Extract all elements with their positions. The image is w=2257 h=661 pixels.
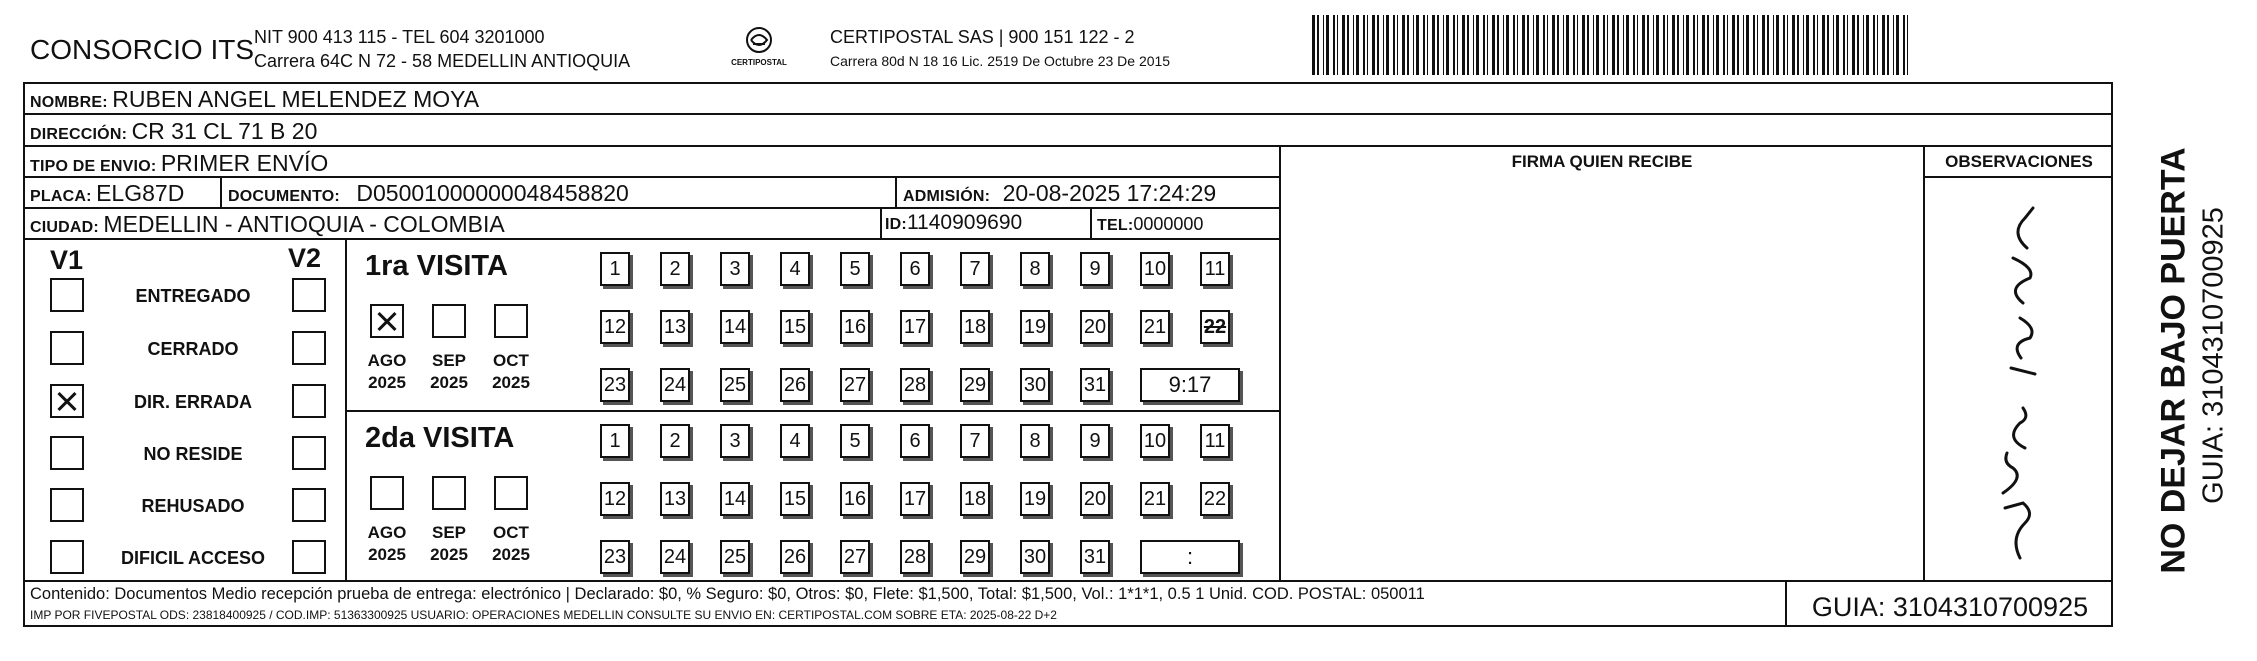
visit-title: 1ra VISITA: [365, 250, 508, 282]
barcode-icon: [1310, 15, 1910, 75]
documento-label: DOCUMENTO:: [228, 188, 340, 205]
v2-label: V2: [288, 243, 322, 273]
day-box[interactable]: 23: [600, 540, 630, 574]
direccion-label: DIRECCIÓN:: [30, 126, 128, 143]
status-label: NO RESIDE: [143, 444, 243, 464]
month-checkbox[interactable]: [494, 304, 528, 338]
day-box[interactable]: 14: [720, 482, 750, 516]
tel-value: 0000000: [1133, 214, 1204, 234]
month-checkbox[interactable]: [494, 476, 528, 510]
day-box[interactable]: 22: [1200, 482, 1230, 516]
tel-label: TEL:: [1097, 217, 1134, 234]
day-box[interactable]: 27: [840, 540, 870, 574]
tipo-value: PRIMER ENVÍO: [160, 150, 329, 176]
footer-guia: GUIA: 3104310700925: [1811, 592, 2089, 622]
tipo-label: TIPO DE ENVIO:: [30, 158, 157, 175]
signature-icon: [1925, 178, 2113, 578]
footer-line1: Contenido: Documentos Medio recepción prueba de entrega: electrónico | Declarado: $0, % Seguro: $0, Otros: $0, Flete: $1,500, Total: $1,500, Vol.: 1*1*1, 0.5 1 Unid. COD. POSTAL: 050011: [30, 585, 1425, 603]
month-checkbox[interactable]: [432, 304, 466, 338]
month-year: 2025: [492, 545, 530, 564]
day-box[interactable]: 31: [1080, 368, 1110, 402]
day-box[interactable]: 16: [840, 310, 870, 344]
day-box[interactable]: 6: [900, 252, 930, 286]
v1-checkbox[interactable]: [50, 488, 84, 522]
footer-line2: IMP POR FIVEPOSTAL ODS: 23818400925 / COD.IMP: 51363300925 USUARIO: OPERACIONES MEDELLIN CONSULTE SU ENVIO EN: CERTIPOSTAL.COM SOBRE ETA: 2025-08-22 D+2: [30, 608, 1057, 622]
ciudad-value: MEDELLIN - ANTIOQUIA - COLOMBIA: [103, 211, 505, 237]
month-year: 2025: [430, 545, 468, 564]
certipostal-logo: [725, 24, 793, 74]
v1-checkbox[interactable]: [50, 331, 84, 365]
day-box[interactable]: 12: [600, 482, 630, 516]
month-year: 2025: [368, 545, 406, 564]
month-name: AGO: [367, 523, 407, 542]
status-label: REHUSADO: [141, 496, 245, 516]
day-box[interactable]: 21: [1140, 310, 1170, 344]
day-box[interactable]: 24: [660, 368, 690, 402]
day-box[interactable]: 6: [900, 424, 930, 458]
day-box[interactable]: 10: [1140, 252, 1170, 286]
day-box[interactable]: 29: [960, 368, 990, 402]
v2-checkbox[interactable]: [292, 488, 326, 522]
month-name: AGO: [367, 351, 407, 370]
v1-checkbox[interactable]: [50, 278, 84, 312]
day-box[interactable]: 15: [780, 310, 810, 344]
day-box[interactable]: 28: [900, 540, 930, 574]
day-box[interactable]: 9: [1080, 424, 1110, 458]
day-box[interactable]: 15: [780, 482, 810, 516]
day-box[interactable]: 30: [1020, 540, 1050, 574]
day-box[interactable]: 22: [1200, 310, 1230, 344]
day-box[interactable]: 10: [1140, 424, 1170, 458]
day-box[interactable]: 29: [960, 540, 990, 574]
nombre-label: NOMBRE:: [30, 94, 108, 111]
id-value: 1140909690: [906, 211, 1023, 234]
day-box[interactable]: 14: [720, 310, 750, 344]
documento-row: [228, 180, 629, 207]
nombre-row: [30, 86, 479, 113]
day-box[interactable]: 23: [600, 368, 630, 402]
side-guia: GUIA: 3104310700925: [2197, 207, 2230, 504]
status-label: CERRADO: [147, 339, 239, 359]
month-label: [481, 350, 541, 394]
id-row: [885, 211, 1022, 235]
day-box[interactable]: 3: [720, 424, 750, 458]
observaciones-header: OBSERVACIONES: [1945, 152, 2093, 171]
month-checkbox[interactable]: [370, 304, 404, 338]
month-name: OCT: [493, 351, 529, 370]
day-box[interactable]: 5: [840, 424, 870, 458]
visit-title: 2da VISITA: [365, 422, 515, 454]
v2-checkbox[interactable]: [292, 436, 326, 470]
day-box[interactable]: 25: [720, 368, 750, 402]
status-label: DIR. ERRADA: [133, 392, 252, 412]
observaciones-handwriting: [1925, 178, 2113, 578]
day-box[interactable]: 4: [780, 252, 810, 286]
v2-checkbox[interactable]: [292, 384, 326, 418]
day-box[interactable]: 30: [1020, 368, 1050, 402]
day-box[interactable]: 3: [720, 252, 750, 286]
firma-header: FIRMA QUIEN RECIBE: [1511, 152, 1693, 171]
direccion-value: CR 31 CL 71 B 20: [131, 118, 318, 144]
v1-checkbox[interactable]: [50, 540, 84, 574]
day-box[interactable]: 5: [840, 252, 870, 286]
day-box[interactable]: 24: [660, 540, 690, 574]
status-label: ENTREGADO: [135, 286, 251, 306]
day-box[interactable]: 21: [1140, 482, 1170, 516]
placa-value: ELG87D: [96, 180, 185, 206]
day-box[interactable]: 7: [960, 252, 990, 286]
month-year: 2025: [430, 373, 468, 392]
day-box[interactable]: 26: [780, 368, 810, 402]
month-label: [481, 522, 541, 566]
day-box[interactable]: 13: [660, 310, 690, 344]
month-checkbox[interactable]: [432, 476, 466, 510]
month-label: [419, 350, 479, 394]
side-no-dejar: NO DEJAR BAJO PUERTA: [2154, 147, 2193, 574]
day-box[interactable]: 18: [960, 482, 990, 516]
day-box[interactable]: 8: [1020, 424, 1050, 458]
day-box[interactable]: 8: [1020, 252, 1050, 286]
visit-time[interactable]: 9:17: [1140, 368, 1240, 402]
v1-checkbox[interactable]: [50, 384, 84, 418]
logo-wordmark: CERTIPOSTAL: [731, 58, 787, 67]
v2-checkbox[interactable]: [292, 331, 326, 365]
month-checkbox[interactable]: [370, 476, 404, 510]
admision-row: [903, 180, 1216, 207]
id-label: ID:: [885, 216, 907, 233]
day-box[interactable]: 1: [600, 424, 630, 458]
day-box[interactable]: 20: [1080, 310, 1110, 344]
day-box[interactable]: 11: [1200, 424, 1230, 458]
ciudad-label: CIUDAD:: [30, 219, 99, 236]
certipostal-line2: Carrera 80d N 18 16 Lic. 2519 De Octubre 23 De 2015: [830, 53, 1171, 69]
v1-label: V1: [50, 245, 84, 275]
day-box[interactable]: 1: [600, 252, 630, 286]
month-name: SEP: [431, 351, 467, 370]
certipostal-line1: CERTIPOSTAL SAS | 900 151 122 - 2: [830, 27, 1135, 47]
day-box[interactable]: 19: [1020, 482, 1050, 516]
month-name: OCT: [493, 523, 529, 542]
v2-checkbox[interactable]: [292, 278, 326, 312]
day-box[interactable]: 2: [660, 252, 690, 286]
day-box[interactable]: 28: [900, 368, 930, 402]
month-year: 2025: [492, 373, 530, 392]
day-box[interactable]: 18: [960, 310, 990, 344]
month-label: [357, 522, 417, 566]
tel-row: [1097, 214, 1203, 235]
v1-checkbox[interactable]: [50, 436, 84, 470]
day-box[interactable]: 11: [1200, 252, 1230, 286]
side-text: [2120, 85, 2240, 630]
month-year: 2025: [368, 373, 406, 392]
day-box[interactable]: 12: [600, 310, 630, 344]
day-box[interactable]: 7: [960, 424, 990, 458]
tipo-row: [30, 150, 328, 177]
company-nit: NIT 900 413 115 - TEL 604 3201000: [254, 27, 545, 47]
nombre-value: RUBEN ANGEL MELENDEZ MOYA: [112, 86, 480, 112]
day-box[interactable]: 17: [900, 310, 930, 344]
day-box[interactable]: 20: [1080, 482, 1110, 516]
day-box[interactable]: 4: [780, 424, 810, 458]
day-box[interactable]: 9: [1080, 252, 1110, 286]
admision-value: 20-08-2025 17:24:29: [1002, 180, 1217, 206]
month-label: [357, 350, 417, 394]
direccion-row: [30, 118, 317, 145]
placa-label: PLACA:: [30, 188, 92, 205]
day-box[interactable]: 25: [720, 540, 750, 574]
day-box[interactable]: 13: [660, 482, 690, 516]
placa-row: [30, 180, 184, 207]
day-box[interactable]: 16: [840, 482, 870, 516]
day-box[interactable]: 17: [900, 482, 930, 516]
month-label: [419, 522, 479, 566]
visit-time[interactable]: :: [1140, 540, 1240, 574]
day-box[interactable]: 19: [1020, 310, 1050, 344]
day-box[interactable]: 2: [660, 424, 690, 458]
v2-checkbox[interactable]: [292, 540, 326, 574]
admision-label: ADMISIÓN:: [903, 188, 991, 205]
ciudad-row: [30, 211, 505, 238]
day-box[interactable]: 31: [1080, 540, 1110, 574]
month-name: SEP: [431, 523, 467, 542]
day-box[interactable]: 26: [780, 540, 810, 574]
company-address: Carrera 64C N 72 - 58 MEDELLIN ANTIOQUIA: [254, 51, 631, 71]
day-box[interactable]: 27: [840, 368, 870, 402]
documento-value: D05001000000048458820: [356, 180, 629, 206]
company-name: CONSORCIO ITS: [30, 34, 255, 65]
status-label: DIFICIL ACCESO: [120, 548, 265, 568]
